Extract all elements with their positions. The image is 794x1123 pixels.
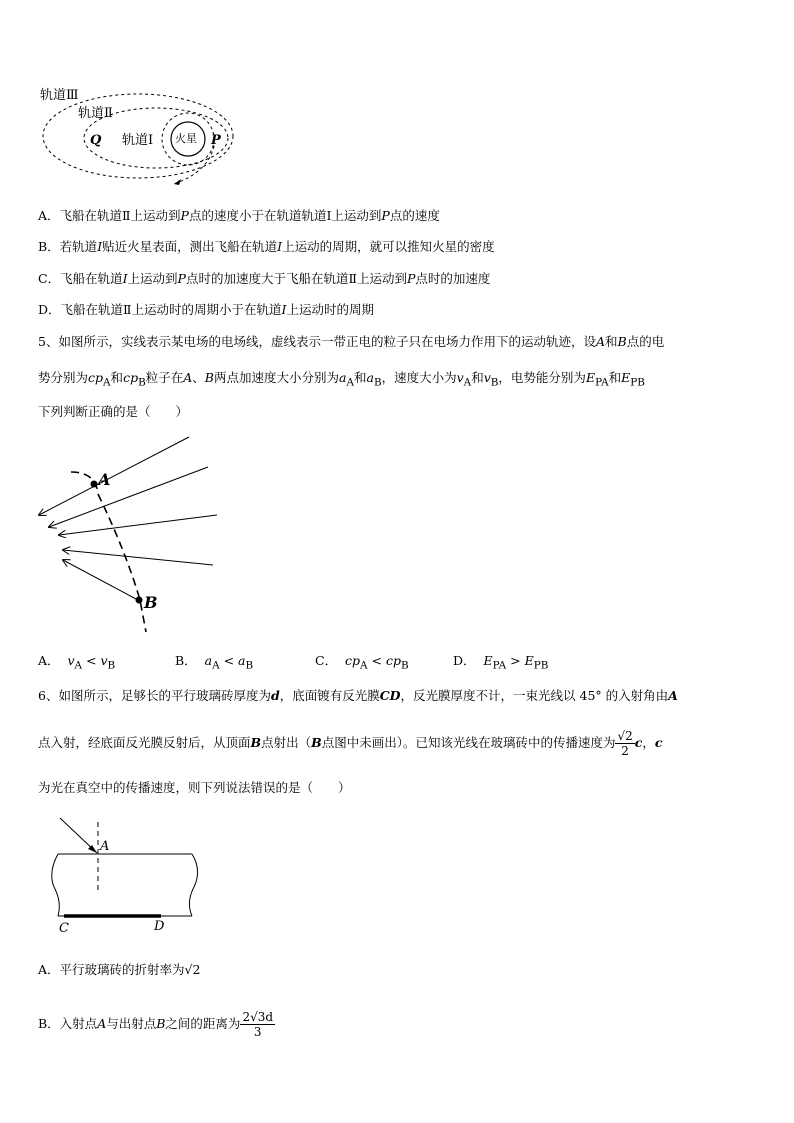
q6-option-b[interactable]: B．入射点A与出射点B之间的距离为 $\frac{2√3d}{3}$ bbox=[38, 1010, 274, 1039]
brick-left-edge bbox=[52, 854, 60, 916]
q5-stem-line3: 下列判断正确的是（ ） bbox=[38, 404, 189, 419]
q-label: Q bbox=[90, 133, 102, 148]
field-line-4 bbox=[63, 550, 213, 565]
field-line-5 bbox=[63, 560, 136, 599]
point-b-label: B bbox=[144, 593, 158, 612]
q5-stem-line1: 5、如图所示，实线表示某电场的电场线，虚线表示一带正电的粒子只在电场力作用下的运动轨迹，设A和B点的电 bbox=[38, 334, 665, 349]
trajectory-arrow bbox=[174, 146, 214, 184]
point-d-label: D bbox=[154, 919, 165, 934]
q5-option-b[interactable]: B． $a_A < a_B$ bbox=[175, 653, 254, 672]
point-a-label: A bbox=[100, 839, 110, 854]
q4-option-d[interactable]: D．飞船在轨道Ⅱ上运动时的周期小于在轨道I上运动时的周期 bbox=[38, 302, 374, 317]
glass-brick-figure bbox=[44, 812, 204, 937]
mars-label: 火星 bbox=[175, 132, 197, 145]
field-line-3 bbox=[59, 515, 217, 535]
q4-option-b[interactable]: B．若轨道I贴近火星表面，测出飞船在轨道I上运动的周期，就可以推知火星的密度 bbox=[38, 239, 495, 254]
q5-option-c[interactable]: C． $cp_A < cp_B$ bbox=[315, 653, 409, 672]
orbit-1-label: 轨道Ⅰ bbox=[122, 133, 154, 148]
q6-option-a[interactable]: A．平行玻璃砖的折射率为√2 bbox=[38, 962, 201, 977]
field-line-1 bbox=[39, 437, 189, 515]
speed-fraction: $\frac{√2}{2}$ bbox=[617, 729, 633, 758]
orbit-3-label: 轨道Ⅲ bbox=[40, 88, 79, 103]
q4-option-a[interactable]: A．飞船在轨道Ⅱ上运动到P点的速度小于在轨道轨道Ⅰ上运动到P点的速度 bbox=[38, 208, 440, 223]
q6-stem-line3: 为光在真空中的传播速度，则下列说法错误的是（ ） bbox=[38, 780, 351, 795]
point-b bbox=[136, 597, 143, 604]
point-c-label: C bbox=[59, 921, 69, 936]
point-a bbox=[91, 481, 98, 488]
brick-right-edge bbox=[189, 854, 197, 916]
q6-stem-line2: 点入射，经底面反光膜反射后，从顶面B点射出（B点图中未画出）。已知该光线在玻璃砖中的传播速度为 $\frac{√2}{2}$ c，c bbox=[38, 729, 663, 758]
q5-option-d[interactable]: D． $E_{PA} > E_{PB}$ bbox=[453, 653, 549, 672]
q6-stem-line1: 6、如图所示，足够长的平行玻璃砖厚度为d，底面镀有反光膜CD，反光膜厚度不计，一束光线以 45° 的入射角由A bbox=[38, 688, 678, 703]
q5-option-a[interactable]: A． $v_A < v_B$ bbox=[38, 653, 116, 672]
field-line-figure bbox=[36, 432, 226, 637]
distance-fraction: $\frac{2√3d}{3}$ bbox=[242, 1010, 274, 1039]
orbit-figure bbox=[38, 84, 238, 194]
p-label: P bbox=[211, 133, 221, 148]
q5-stem-line2: 势分别为$cp_A$和$cp_B$粒子在A、B两点加速度大小分别为$a_A$和$a_B$，速度大小为$v_A$和$v_B$，电势能分别为$E_{PA}$和$E_{PB}$ bbox=[38, 370, 645, 389]
orbit-2-label: 轨道Ⅱ bbox=[78, 106, 113, 121]
point-a-label: A bbox=[98, 470, 111, 489]
q4-option-c[interactable]: C．飞船在轨道I上运动到P点时的加速度大于飞船在轨道Ⅱ上运动到P点时的加速度 bbox=[38, 271, 491, 286]
